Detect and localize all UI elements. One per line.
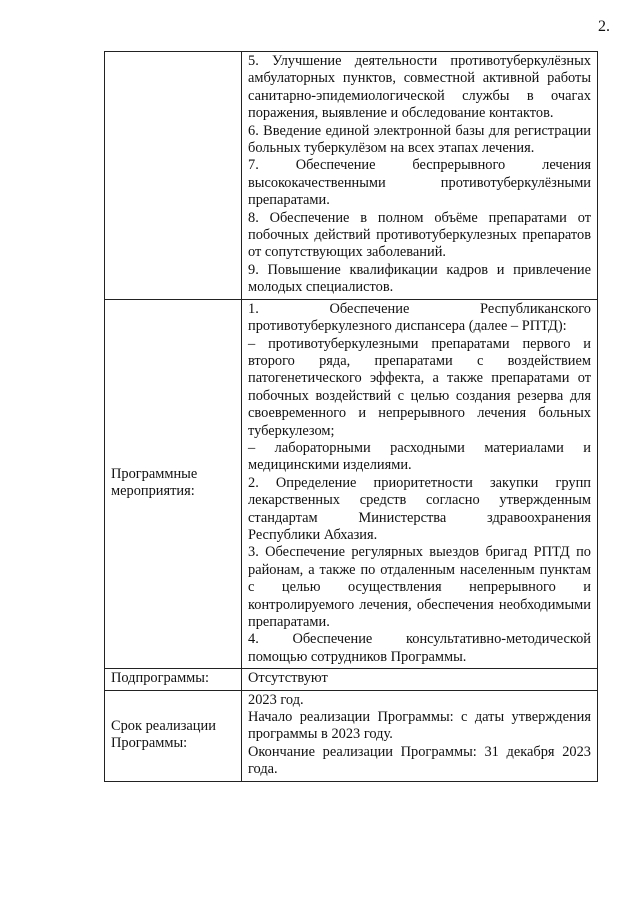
program-passport-table xyxy=(104,51,598,782)
activity-item-4: 4. Обеспечение консультативно-методической помощью сотрудников Программы. xyxy=(248,631,591,665)
program-activities-cell xyxy=(242,299,598,669)
row-label-implementation-period: Срок реализации Программы: xyxy=(105,690,242,781)
activity-item-1: 1. Обеспечение Республиканского противотуберкулезного диспансера (далее – РПТД): xyxy=(248,300,591,335)
subprograms-cell xyxy=(242,669,598,690)
objectives-continued-cell xyxy=(242,52,598,300)
objective-item-5: 5. Улучшение деятельности противотуберкулёзных амбулаторных пунктов, совместной активной работы санитарно-эпидемиологической службы в очагах поражения, выявление и обследование контактов. xyxy=(248,53,591,122)
period-start: Начало реализации Программы: с даты утверждения программы в 2023 году. xyxy=(248,709,591,743)
objective-item-6: 6. Введение единой электронной базы для регистрации больных туберкулёзом на всех этапах лечения. xyxy=(248,122,591,157)
table-row xyxy=(105,299,598,669)
implementation-period-cell xyxy=(242,690,598,781)
page-number: 2. xyxy=(598,18,610,35)
activity-subitem-drugs: – противотуберкулезными препаратами первого и второго ряда, препаратами с воздействием патогенетического эффекта, а также препаратами от побочных воздействий с целью создания резерва для своевременного и непрерывного лечения больных туберкулезом; xyxy=(248,335,591,439)
objective-item-9: 9. Повышение квалификации кадров и привлечение молодых специалистов. xyxy=(248,261,591,296)
activity-subitem-lab: – лабораторными расходными материалами и медицинскими изделиями. xyxy=(248,439,591,474)
period-end: Окончание реализации Программы: 31 декабря 2023 года. xyxy=(248,743,591,778)
activity-item-3: 3. Обеспечение регулярных выездов бригад РПТД по районам, а также по отдаленным населенным пунктам с целью осуществления непрерывного и контролируемого лечения, обеспечения необходимыми препаратами. xyxy=(248,544,591,630)
period-year: 2023 год. xyxy=(248,691,304,708)
activity-item-2: 2. Определение приоритетности закупки групп лекарственных средств согласно утвержденным стандартам Министерства здравоохранения Республики Абхазия. xyxy=(248,474,591,543)
table-row xyxy=(105,52,598,300)
table-row xyxy=(105,690,598,781)
objective-item-8: 8. Обеспечение в полном объёме препаратами от побочных действий противотуберкулезных препаратов от сопутствующих заболеваний. xyxy=(248,209,591,261)
row-label-subprograms: Подпрограммы: xyxy=(105,669,242,690)
row-label-empty xyxy=(105,52,242,300)
objective-item-7: 7. Обеспечение беспрерывного лечения высококачественными противотуберкулёзными препаратами. xyxy=(248,157,591,209)
subprograms-value: Отсутствуют xyxy=(248,670,328,687)
row-label-program-activities: Программные мероприятия: xyxy=(105,299,242,669)
table-row xyxy=(105,669,598,690)
